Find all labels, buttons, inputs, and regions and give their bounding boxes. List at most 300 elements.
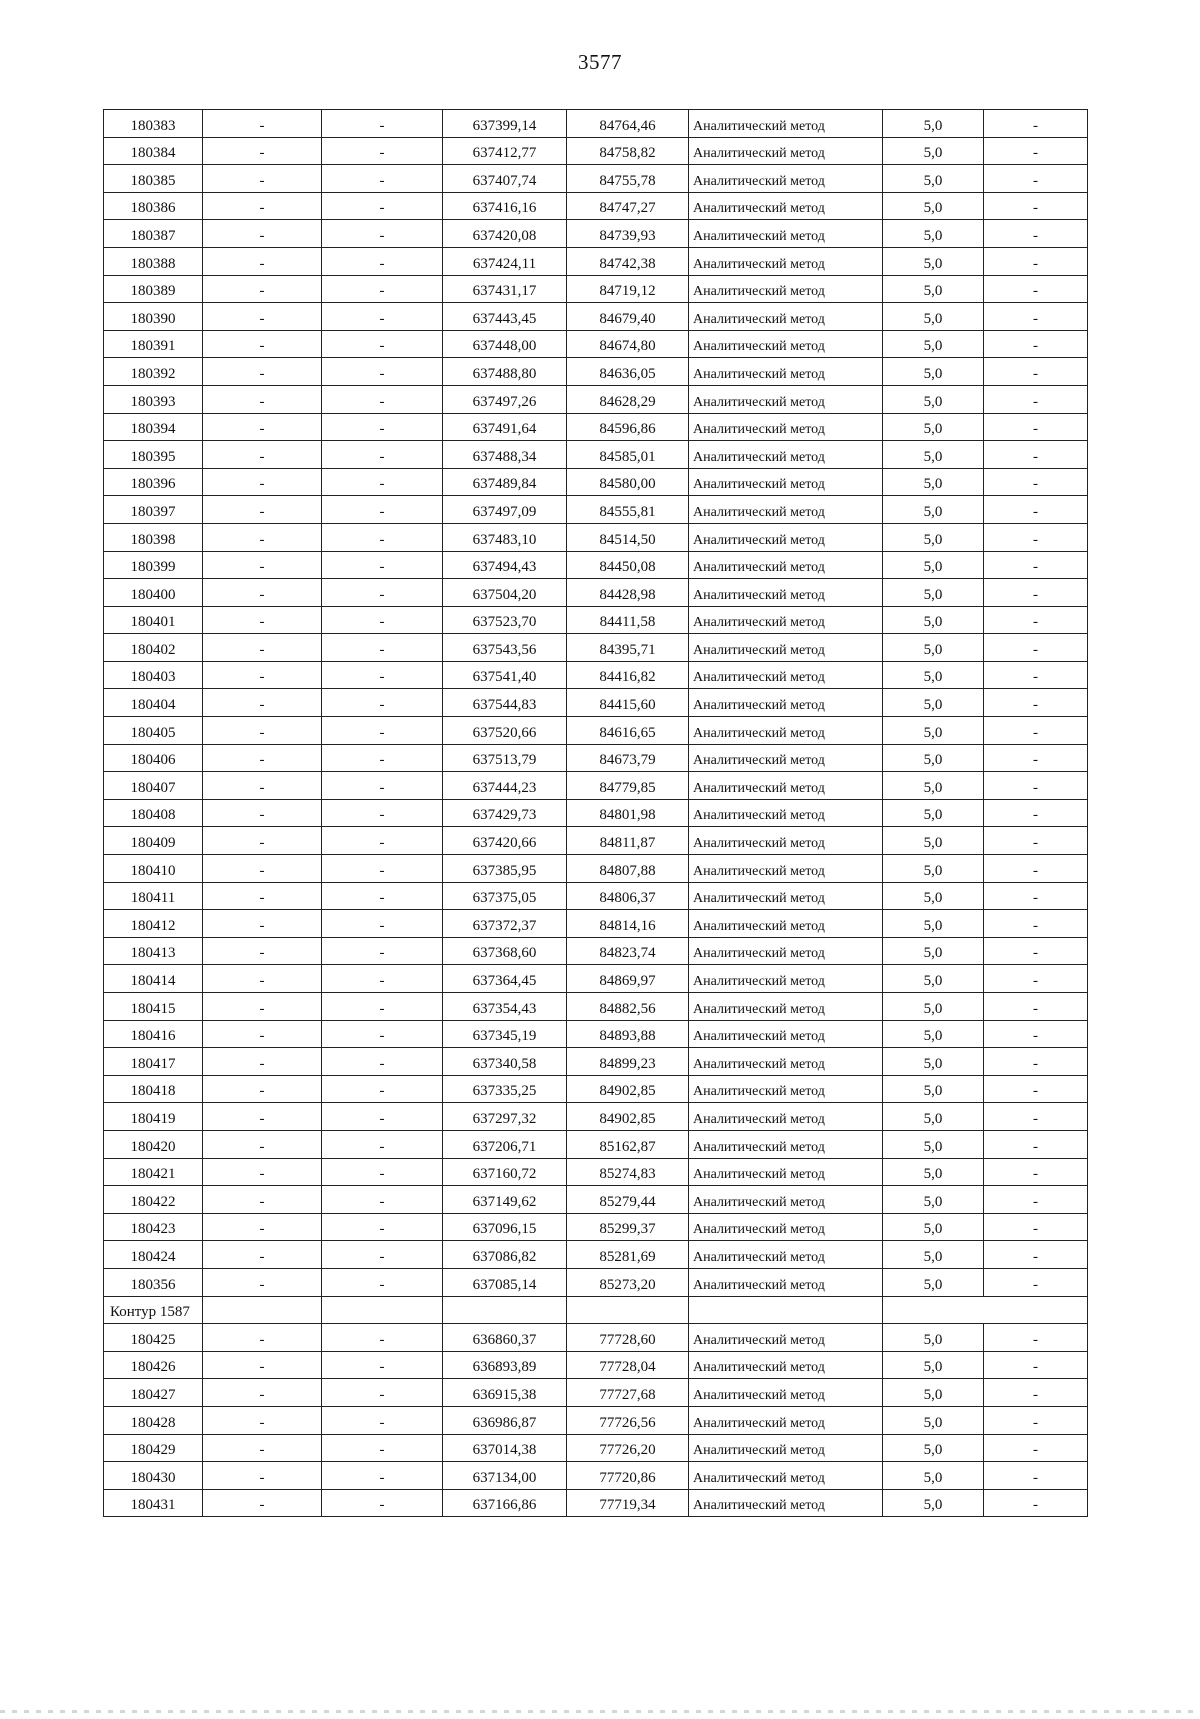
point-id: 180410 (104, 855, 203, 883)
table-row (104, 1213, 1088, 1241)
accuracy: 5,0 (883, 634, 984, 662)
point-id: 180403 (104, 661, 203, 689)
accuracy: 5,0 (883, 247, 984, 275)
table-row (104, 220, 1088, 248)
dash-cell: - (322, 1020, 443, 1048)
dash-cell: - (984, 303, 1088, 331)
table-row (104, 330, 1088, 358)
dash-cell: - (322, 496, 443, 524)
x-coordinate: 637497,09 (443, 496, 567, 524)
dash-cell: - (984, 827, 1088, 855)
dash-cell: - (322, 303, 443, 331)
dash-cell: - (203, 606, 322, 634)
y-coordinate: 84719,12 (567, 275, 689, 303)
method: Аналитический метод (689, 1489, 883, 1517)
y-coordinate: 84411,58 (567, 606, 689, 634)
y-coordinate: 84742,38 (567, 247, 689, 275)
dash-cell: - (984, 247, 1088, 275)
accuracy: 5,0 (883, 882, 984, 910)
table-row (104, 413, 1088, 441)
dash-cell: - (984, 1186, 1088, 1214)
accuracy: 5,0 (883, 330, 984, 358)
dash-cell: - (984, 1489, 1088, 1517)
y-coordinate: 84555,81 (567, 496, 689, 524)
dash-cell: - (203, 551, 322, 579)
y-coordinate: 77728,04 (567, 1351, 689, 1379)
accuracy: 5,0 (883, 1020, 984, 1048)
table-row (104, 523, 1088, 551)
dash-cell: - (322, 1075, 443, 1103)
accuracy: 5,0 (883, 220, 984, 248)
y-coordinate: 84628,29 (567, 385, 689, 413)
point-id: 180404 (104, 689, 203, 717)
dash-cell: - (322, 1268, 443, 1296)
dash-cell: - (322, 165, 443, 193)
dash-cell: - (984, 1268, 1088, 1296)
dash-cell: - (322, 385, 443, 413)
table-row (104, 1075, 1088, 1103)
dash-cell: - (984, 1324, 1088, 1352)
dash-cell: - (322, 882, 443, 910)
method: Аналитический метод (689, 275, 883, 303)
accuracy: 5,0 (883, 606, 984, 634)
x-coordinate: 637014,38 (443, 1434, 567, 1462)
method: Аналитический метод (689, 1186, 883, 1214)
point-id: 180387 (104, 220, 203, 248)
accuracy: 5,0 (883, 993, 984, 1021)
dash-cell: - (322, 247, 443, 275)
dash-cell: - (322, 744, 443, 772)
dash-cell: - (984, 965, 1088, 993)
table-body (104, 110, 1088, 1517)
y-coordinate: 77728,60 (567, 1324, 689, 1352)
point-id: 180431 (104, 1489, 203, 1517)
table-row (104, 1324, 1088, 1352)
accuracy: 5,0 (883, 358, 984, 386)
dash-cell: - (322, 1489, 443, 1517)
point-id: 180401 (104, 606, 203, 634)
blank-cell (322, 1296, 443, 1324)
page-number: 3577 (578, 50, 622, 74)
x-coordinate: 637543,56 (443, 634, 567, 662)
dash-cell: - (203, 1379, 322, 1407)
point-id: 180422 (104, 1186, 203, 1214)
accuracy: 5,0 (883, 1186, 984, 1214)
dash-cell: - (984, 385, 1088, 413)
y-coordinate: 84893,88 (567, 1020, 689, 1048)
dash-cell: - (203, 1075, 322, 1103)
x-coordinate: 636860,37 (443, 1324, 567, 1352)
dash-cell: - (203, 303, 322, 331)
dash-cell: - (322, 661, 443, 689)
table-row (104, 192, 1088, 220)
point-id: 180414 (104, 965, 203, 993)
point-id: 180396 (104, 468, 203, 496)
accuracy: 5,0 (883, 1462, 984, 1490)
table-row (104, 1186, 1088, 1214)
y-coordinate: 85279,44 (567, 1186, 689, 1214)
dash-cell: - (984, 799, 1088, 827)
dash-cell: - (322, 579, 443, 607)
dash-cell: - (984, 1130, 1088, 1158)
x-coordinate: 637160,72 (443, 1158, 567, 1186)
table-row (104, 1103, 1088, 1131)
dash-cell: - (322, 772, 443, 800)
x-coordinate: 636986,87 (443, 1406, 567, 1434)
table-row (104, 799, 1088, 827)
method: Аналитический метод (689, 247, 883, 275)
method: Аналитический метод (689, 1462, 883, 1490)
point-id: 180418 (104, 1075, 203, 1103)
dash-cell: - (984, 606, 1088, 634)
dash-cell: - (984, 910, 1088, 938)
x-coordinate: 637489,84 (443, 468, 567, 496)
table-row (104, 137, 1088, 165)
point-id: 180421 (104, 1158, 203, 1186)
dash-cell: - (322, 358, 443, 386)
x-coordinate: 637407,74 (443, 165, 567, 193)
dash-cell: - (322, 1186, 443, 1214)
dash-cell: - (984, 413, 1088, 441)
dash-cell: - (322, 634, 443, 662)
dash-cell: - (322, 799, 443, 827)
point-id: 180383 (104, 110, 203, 138)
y-coordinate: 84395,71 (567, 634, 689, 662)
dash-cell: - (984, 330, 1088, 358)
y-coordinate: 84514,50 (567, 523, 689, 551)
method: Аналитический метод (689, 413, 883, 441)
dash-cell: - (322, 1434, 443, 1462)
x-coordinate: 637504,20 (443, 579, 567, 607)
x-coordinate: 637345,19 (443, 1020, 567, 1048)
y-coordinate: 84814,16 (567, 910, 689, 938)
point-id: 180392 (104, 358, 203, 386)
dash-cell: - (203, 661, 322, 689)
method: Аналитический метод (689, 1048, 883, 1076)
point-id: 180394 (104, 413, 203, 441)
method: Аналитический метод (689, 1130, 883, 1158)
point-id: 180385 (104, 165, 203, 193)
y-coordinate: 84902,85 (567, 1075, 689, 1103)
method: Аналитический метод (689, 827, 883, 855)
dash-cell: - (322, 441, 443, 469)
point-id: 180399 (104, 551, 203, 579)
dash-cell: - (203, 717, 322, 745)
table-row (104, 275, 1088, 303)
table-row (104, 468, 1088, 496)
method: Аналитический метод (689, 523, 883, 551)
method: Аналитический метод (689, 1268, 883, 1296)
table-row (104, 993, 1088, 1021)
table-row (104, 165, 1088, 193)
method: Аналитический метод (689, 551, 883, 579)
y-coordinate: 84636,05 (567, 358, 689, 386)
dash-cell: - (203, 744, 322, 772)
dash-cell: - (322, 523, 443, 551)
table-row (104, 1130, 1088, 1158)
method: Аналитический метод (689, 468, 883, 496)
dash-cell: - (984, 523, 1088, 551)
x-coordinate: 637420,66 (443, 827, 567, 855)
method: Аналитический метод (689, 910, 883, 938)
dash-cell: - (203, 1241, 322, 1269)
dash-cell: - (322, 1158, 443, 1186)
x-coordinate: 637372,37 (443, 910, 567, 938)
table-row (104, 772, 1088, 800)
dash-cell: - (203, 523, 322, 551)
dash-cell: - (984, 1379, 1088, 1407)
accuracy: 5,0 (883, 1351, 984, 1379)
accuracy: 5,0 (883, 1324, 984, 1352)
dash-cell: - (322, 1130, 443, 1158)
dash-cell: - (984, 1075, 1088, 1103)
table-row (104, 965, 1088, 993)
y-coordinate: 84899,23 (567, 1048, 689, 1076)
y-coordinate: 84758,82 (567, 137, 689, 165)
dash-cell: - (984, 496, 1088, 524)
table-row (104, 1158, 1088, 1186)
dash-cell: - (203, 993, 322, 1021)
accuracy: 5,0 (883, 827, 984, 855)
dash-cell: - (984, 1406, 1088, 1434)
dash-cell: - (984, 468, 1088, 496)
x-coordinate: 637420,08 (443, 220, 567, 248)
method: Аналитический метод (689, 965, 883, 993)
accuracy: 5,0 (883, 1241, 984, 1269)
point-id: 180389 (104, 275, 203, 303)
dash-cell: - (203, 1213, 322, 1241)
dash-cell: - (984, 1103, 1088, 1131)
dash-cell: - (203, 385, 322, 413)
dash-cell: - (203, 220, 322, 248)
method: Аналитический метод (689, 661, 883, 689)
table-row (104, 1048, 1088, 1076)
dash-cell: - (203, 1186, 322, 1214)
table-row (104, 1268, 1088, 1296)
y-coordinate: 84739,93 (567, 220, 689, 248)
section-header-row (104, 1296, 1088, 1324)
point-id: 180427 (104, 1379, 203, 1407)
dash-cell: - (203, 358, 322, 386)
accuracy: 5,0 (883, 275, 984, 303)
point-id: 180384 (104, 137, 203, 165)
table-row (104, 247, 1088, 275)
y-coordinate: 84823,74 (567, 937, 689, 965)
point-id: 180395 (104, 441, 203, 469)
method: Аналитический метод (689, 220, 883, 248)
accuracy: 5,0 (883, 441, 984, 469)
y-coordinate: 85274,83 (567, 1158, 689, 1186)
method: Аналитический метод (689, 1020, 883, 1048)
x-coordinate: 637375,05 (443, 882, 567, 910)
point-id: 180419 (104, 1103, 203, 1131)
accuracy: 5,0 (883, 385, 984, 413)
table-row (104, 661, 1088, 689)
dash-cell: - (984, 937, 1088, 965)
dash-cell: - (322, 993, 443, 1021)
dash-cell: - (203, 882, 322, 910)
accuracy: 5,0 (883, 496, 984, 524)
dash-cell: - (203, 1434, 322, 1462)
accuracy: 5,0 (883, 413, 984, 441)
dash-cell: - (984, 1048, 1088, 1076)
y-coordinate: 84450,08 (567, 551, 689, 579)
table-row (104, 303, 1088, 331)
y-coordinate: 84764,46 (567, 110, 689, 138)
accuracy: 5,0 (883, 1130, 984, 1158)
point-id: 180397 (104, 496, 203, 524)
y-coordinate: 84807,88 (567, 855, 689, 883)
dash-cell: - (984, 220, 1088, 248)
method: Аналитический метод (689, 1241, 883, 1269)
dash-cell: - (984, 275, 1088, 303)
point-id: 180430 (104, 1462, 203, 1490)
dash-cell: - (984, 661, 1088, 689)
y-coordinate: 77726,56 (567, 1406, 689, 1434)
dash-cell: - (203, 772, 322, 800)
accuracy: 5,0 (883, 1406, 984, 1434)
dash-cell: - (203, 468, 322, 496)
dash-cell: - (984, 1351, 1088, 1379)
accuracy: 5,0 (883, 523, 984, 551)
x-coordinate: 637134,00 (443, 1462, 567, 1490)
dash-cell: - (322, 468, 443, 496)
table-row (104, 551, 1088, 579)
y-coordinate: 84585,01 (567, 441, 689, 469)
dash-cell: - (203, 827, 322, 855)
blank-cell (203, 1296, 322, 1324)
x-coordinate: 637085,14 (443, 1268, 567, 1296)
dash-cell: - (984, 579, 1088, 607)
method: Аналитический метод (689, 385, 883, 413)
y-coordinate: 84747,27 (567, 192, 689, 220)
dash-cell: - (203, 1048, 322, 1076)
dash-cell: - (203, 1489, 322, 1517)
x-coordinate: 637354,43 (443, 993, 567, 1021)
dash-cell: - (203, 1324, 322, 1352)
point-id: 180411 (104, 882, 203, 910)
point-id: 180420 (104, 1130, 203, 1158)
dash-cell: - (203, 1103, 322, 1131)
dash-cell: - (322, 1241, 443, 1269)
table-row (104, 744, 1088, 772)
accuracy: 5,0 (883, 468, 984, 496)
y-coordinate: 84416,82 (567, 661, 689, 689)
dash-cell: - (322, 220, 443, 248)
dash-cell: - (322, 192, 443, 220)
accuracy: 5,0 (883, 855, 984, 883)
point-id: 180393 (104, 385, 203, 413)
accuracy: 5,0 (883, 1075, 984, 1103)
dash-cell: - (984, 441, 1088, 469)
point-id: 180391 (104, 330, 203, 358)
table-row (104, 910, 1088, 938)
dash-cell: - (203, 165, 322, 193)
x-coordinate: 637206,71 (443, 1130, 567, 1158)
blank-cell (443, 1296, 567, 1324)
point-id: 180428 (104, 1406, 203, 1434)
y-coordinate: 85273,20 (567, 1268, 689, 1296)
x-coordinate: 637541,40 (443, 661, 567, 689)
point-id: 180425 (104, 1324, 203, 1352)
x-coordinate: 637166,86 (443, 1489, 567, 1517)
method: Аналитический метод (689, 110, 883, 138)
x-coordinate: 637431,17 (443, 275, 567, 303)
x-coordinate: 637494,43 (443, 551, 567, 579)
y-coordinate: 84882,56 (567, 993, 689, 1021)
dash-cell: - (984, 192, 1088, 220)
table-row (104, 689, 1088, 717)
y-coordinate: 84779,85 (567, 772, 689, 800)
x-coordinate: 637520,66 (443, 717, 567, 745)
dash-cell: - (203, 579, 322, 607)
dash-cell: - (203, 799, 322, 827)
method: Аналитический метод (689, 1406, 883, 1434)
x-coordinate: 637488,34 (443, 441, 567, 469)
accuracy: 5,0 (883, 551, 984, 579)
method: Аналитический метод (689, 882, 883, 910)
table-row (104, 634, 1088, 662)
method: Аналитический метод (689, 606, 883, 634)
y-coordinate: 84679,40 (567, 303, 689, 331)
dash-cell: - (984, 1158, 1088, 1186)
dash-cell: - (322, 1103, 443, 1131)
point-id: 180429 (104, 1434, 203, 1462)
accuracy: 5,0 (883, 772, 984, 800)
method: Аналитический метод (689, 634, 883, 662)
y-coordinate: 84801,98 (567, 799, 689, 827)
y-coordinate: 84673,79 (567, 744, 689, 772)
accuracy: 5,0 (883, 965, 984, 993)
accuracy: 5,0 (883, 137, 984, 165)
method: Аналитический метод (689, 1158, 883, 1186)
accuracy: 5,0 (883, 110, 984, 138)
dash-cell: - (984, 1434, 1088, 1462)
y-coordinate: 85281,69 (567, 1241, 689, 1269)
dash-cell: - (322, 689, 443, 717)
blank-cell (883, 1296, 1088, 1324)
table-row (104, 937, 1088, 965)
x-coordinate: 636893,89 (443, 1351, 567, 1379)
method: Аналитический метод (689, 1434, 883, 1462)
dash-cell: - (203, 1158, 322, 1186)
dash-cell: - (203, 330, 322, 358)
y-coordinate: 84811,87 (567, 827, 689, 855)
point-id: 180424 (104, 1241, 203, 1269)
table-row (104, 385, 1088, 413)
dash-cell: - (984, 551, 1088, 579)
accuracy: 5,0 (883, 1268, 984, 1296)
y-coordinate: 84755,78 (567, 165, 689, 193)
section-label: Контур 1587 (104, 1296, 203, 1324)
x-coordinate: 637340,58 (443, 1048, 567, 1076)
blank-cell (567, 1296, 689, 1324)
dash-cell: - (203, 689, 322, 717)
accuracy: 5,0 (883, 1434, 984, 1462)
method: Аналитический метод (689, 689, 883, 717)
scan-edge-artifact (0, 1710, 1200, 1713)
x-coordinate: 637523,70 (443, 606, 567, 634)
method: Аналитический метод (689, 358, 883, 386)
dash-cell: - (984, 855, 1088, 883)
method: Аналитический метод (689, 799, 883, 827)
y-coordinate: 84806,37 (567, 882, 689, 910)
method: Аналитический метод (689, 1351, 883, 1379)
method: Аналитический метод (689, 1379, 883, 1407)
x-coordinate: 637429,73 (443, 799, 567, 827)
method: Аналитический метод (689, 1213, 883, 1241)
accuracy: 5,0 (883, 579, 984, 607)
